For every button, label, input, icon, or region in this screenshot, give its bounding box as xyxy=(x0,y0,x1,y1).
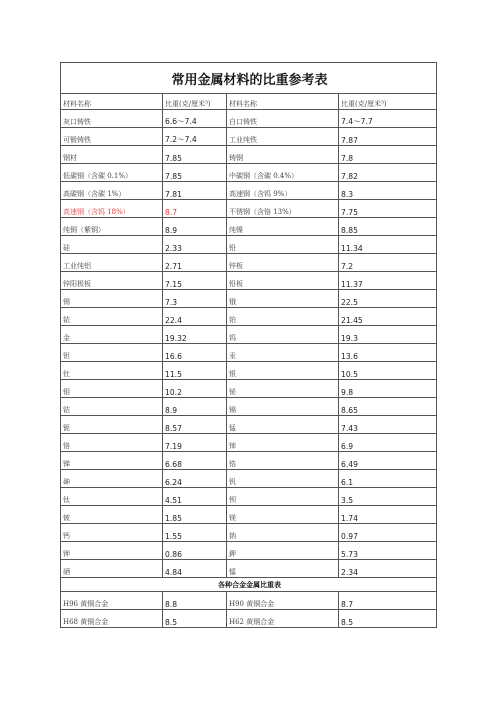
density-value: 7.43 xyxy=(339,416,437,434)
material-name: 锰 xyxy=(227,416,339,434)
density-value: 16.6 xyxy=(163,344,227,362)
material-name: 汞 xyxy=(227,344,339,362)
material-name: 中碳钢（含碳 0.4%） xyxy=(227,164,339,182)
density-value: 6.6～7.4 xyxy=(163,110,227,128)
material-name: 金 xyxy=(61,326,163,344)
table-row xyxy=(61,560,437,578)
density-value: 6.68 xyxy=(163,452,227,470)
material-name: 高碳钢（含碳 1%） xyxy=(61,182,163,200)
material-name: 纯铜（紫铜） xyxy=(61,218,163,236)
alloy-title-row xyxy=(61,578,437,592)
density-value: 7.85 xyxy=(163,164,227,182)
density-value: 13.6 xyxy=(339,344,437,362)
density-value: 11.37 xyxy=(339,272,437,290)
material-name: 锌阳极板 xyxy=(61,272,163,290)
document-page xyxy=(60,62,436,628)
density-value: 7.82 xyxy=(339,164,437,182)
material-name: 铬 xyxy=(61,434,163,452)
material-name: 铱 xyxy=(61,308,163,326)
material-name: 钼 xyxy=(61,380,163,398)
table-row xyxy=(61,610,437,628)
density-value: 6.1 xyxy=(339,470,437,488)
density-table-body xyxy=(61,63,437,628)
material-name: 可锻铸铁 xyxy=(61,128,163,146)
density-table xyxy=(60,62,437,628)
material-name: 锌板 xyxy=(227,254,339,272)
table-row xyxy=(61,524,437,542)
density-value: 8.5 xyxy=(163,610,227,628)
material-name: 钍 xyxy=(61,362,163,380)
material-name: 铌 xyxy=(61,416,163,434)
density-value: 7.2 xyxy=(339,254,437,272)
density-value: 11.5 xyxy=(163,362,227,380)
header-name-col-2: 材料名称 xyxy=(227,94,339,110)
density-value: 8.7 xyxy=(163,200,227,218)
header-name-col-1: 材料名称 xyxy=(61,94,163,110)
density-value: 8.85 xyxy=(339,218,437,236)
material-name: 钡 xyxy=(227,488,339,506)
density-value: 22.4 xyxy=(163,308,227,326)
density-value: 11.34 xyxy=(339,236,437,254)
density-value: 7.19 xyxy=(163,434,227,452)
table-row xyxy=(61,254,437,272)
material-name: 钨 xyxy=(227,326,339,344)
material-name: 高速钢（含钨 18%） xyxy=(61,200,163,218)
material-name: 钙 xyxy=(61,524,163,542)
alloy-table-title: 各种合金金属比重表 xyxy=(61,578,437,592)
material-name: 钽 xyxy=(61,344,163,362)
density-value: 8.5 xyxy=(339,610,437,628)
material-name: 硅 xyxy=(61,236,163,254)
material-name: 镉 xyxy=(227,398,339,416)
density-value: 8.9 xyxy=(163,218,227,236)
material-name: 钴 xyxy=(61,398,163,416)
material-name: 铈 xyxy=(227,434,339,452)
density-value: 7.8 xyxy=(339,146,437,164)
density-value: 6.24 xyxy=(163,470,227,488)
density-value: 19.32 xyxy=(163,326,227,344)
density-value: 8.8 xyxy=(163,592,227,610)
density-value: 10.5 xyxy=(339,362,437,380)
material-name: 锇 xyxy=(227,290,339,308)
table-row xyxy=(61,434,437,452)
material-name: 铂 xyxy=(227,308,339,326)
table-row xyxy=(61,380,437,398)
material-name: H68 黄铜合金 xyxy=(61,610,163,628)
density-value: 8.57 xyxy=(163,416,227,434)
density-value: 7.15 xyxy=(163,272,227,290)
density-value: 8.7 xyxy=(339,592,437,610)
table-row xyxy=(61,164,437,182)
material-name: 铅 xyxy=(227,236,339,254)
table-row xyxy=(61,506,437,524)
material-name: 灰口铸铁 xyxy=(61,110,163,128)
table-row xyxy=(61,542,437,560)
density-value: 0.86 xyxy=(163,542,227,560)
density-value: 4.51 xyxy=(163,488,227,506)
material-name: 钾 xyxy=(61,542,163,560)
header-density-col-1: 比重(克/厘米³) xyxy=(163,94,227,110)
density-value: 8.3 xyxy=(339,182,437,200)
density-value: 21.45 xyxy=(339,308,437,326)
table-row xyxy=(61,452,437,470)
header-row xyxy=(61,94,437,110)
material-name: 铅板 xyxy=(227,272,339,290)
density-value: 22.5 xyxy=(339,290,437,308)
table-row xyxy=(61,398,437,416)
material-name: 白口铸铁 xyxy=(227,110,339,128)
table-row xyxy=(61,308,437,326)
density-value: 0.97 xyxy=(339,524,437,542)
material-name: 纯镍 xyxy=(227,218,339,236)
density-value: 9.8 xyxy=(339,380,437,398)
density-value: 6.9 xyxy=(339,434,437,452)
table-row xyxy=(61,128,437,146)
table-row xyxy=(61,416,437,434)
density-value: 6.49 xyxy=(339,452,437,470)
table-row xyxy=(61,470,437,488)
material-name: 铍 xyxy=(61,506,163,524)
density-value: 1.74 xyxy=(339,506,437,524)
density-value: 7.81 xyxy=(163,182,227,200)
density-value: 5.73 xyxy=(339,542,437,560)
table-row xyxy=(61,362,437,380)
table-row xyxy=(61,488,437,506)
density-value: 7.2～7.4 xyxy=(163,128,227,146)
density-value: 7.85 xyxy=(163,146,227,164)
material-name: 砷 xyxy=(61,470,163,488)
material-name: 钢材 xyxy=(61,146,163,164)
material-name: 镁 xyxy=(227,506,339,524)
table-row xyxy=(61,110,437,128)
density-value: 4.84 xyxy=(163,560,227,578)
material-name: 钛 xyxy=(61,488,163,506)
table-row xyxy=(61,344,437,362)
material-name: 工业纯铁 xyxy=(227,128,339,146)
material-name: 不锈钢（含铬 13%） xyxy=(227,200,339,218)
table-row xyxy=(61,218,437,236)
table-row xyxy=(61,182,437,200)
density-value: 7.4～7.7 xyxy=(339,110,437,128)
material-name: 铋 xyxy=(227,380,339,398)
density-value: 2.34 xyxy=(339,560,437,578)
material-name: 高速钢（含钨 9%） xyxy=(227,182,339,200)
material-name: H62 黄铜合金 xyxy=(227,610,339,628)
density-value: 1.85 xyxy=(163,506,227,524)
density-value: 8.65 xyxy=(339,398,437,416)
table-row xyxy=(61,236,437,254)
density-value: 2.71 xyxy=(163,254,227,272)
material-name: 工业纯铝 xyxy=(61,254,163,272)
material-name: 铸钢 xyxy=(227,146,339,164)
material-name: H96 黄铜合金 xyxy=(61,592,163,610)
density-value: 10.2 xyxy=(163,380,227,398)
table-row xyxy=(61,290,437,308)
material-name: H90 黄铜合金 xyxy=(227,592,339,610)
table-row xyxy=(61,592,437,610)
table-row xyxy=(61,272,437,290)
density-value: 19.3 xyxy=(339,326,437,344)
material-name: 硒 xyxy=(61,560,163,578)
table-title: 常用金属材料的比重参考表 xyxy=(61,63,437,94)
table-row xyxy=(61,200,437,218)
material-name: 锡 xyxy=(61,290,163,308)
density-value: 7.3 xyxy=(163,290,227,308)
density-value: 1.55 xyxy=(163,524,227,542)
density-value: 7.75 xyxy=(339,200,437,218)
material-name: 鉀 xyxy=(227,542,339,560)
density-value: 3.5 xyxy=(339,488,437,506)
material-name: 锑 xyxy=(61,452,163,470)
material-name: 钠 xyxy=(227,524,339,542)
density-value: 2.33 xyxy=(163,236,227,254)
table-row xyxy=(61,146,437,164)
material-name: 低碳钢（含碳 0.1%） xyxy=(61,164,163,182)
header-density-col-2: 比重(克/厘米³) xyxy=(339,94,437,110)
material-name: 钒 xyxy=(227,470,339,488)
material-name: 镭 xyxy=(227,560,339,578)
table-row xyxy=(61,326,437,344)
material-name: 银 xyxy=(227,362,339,380)
density-value: 7.87 xyxy=(339,128,437,146)
density-value: 8.9 xyxy=(163,398,227,416)
material-name: 锆 xyxy=(227,452,339,470)
